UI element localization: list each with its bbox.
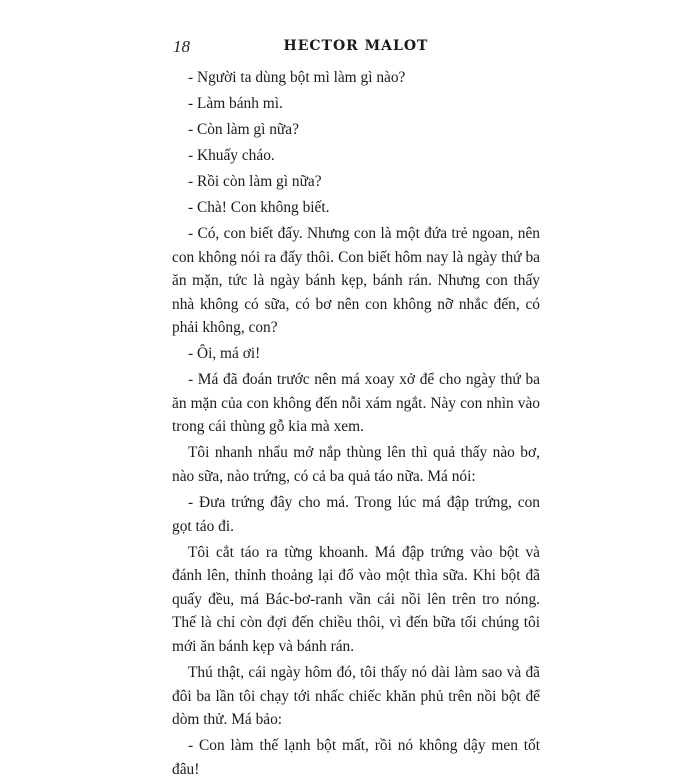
paragraph-dialogue: - Ôi, má ơi!: [188, 345, 261, 363]
paragraph-dialogue: - Có, con biết đấy. Nhưng con là một đứa trẻ ngoan, nên con không nói ra đấy thôi. Con biết hôm nay là ngày thứ ba ăn mặn, tức là ngày bánh kẹp, bánh rán. Nhưng con thấy nhà không có sữa, có bơ nên con không nỡ nhắc đến, có phải không, con?: [172, 224, 540, 337]
paragraph-dialogue: - Khuấy cháo.: [188, 146, 275, 164]
paragraph-narration: Tôi nhanh nhẩu mở nắp thùng lên thì quả thấy nào bơ, nào sữa, nào trứng, có cả ba quả táo nữa. Má nói:: [172, 444, 540, 486]
paragraph-dialogue: - Rồi còn làm gì nữa?: [188, 172, 322, 190]
paragraph-dialogue: - Chà! Con không biết.: [188, 198, 330, 216]
paragraph-dialogue: - Làm bánh mì.: [188, 94, 283, 112]
paragraph-dialogue: - Con làm thế lạnh bột mất, rồi nó không dậy men tốt đâu!: [172, 737, 540, 778]
body-text: [172, 66, 540, 784]
paragraph-dialogue: - Má đã đoán trước nên má xoay xở để cho ngày thứ ba ăn mặn của con không đến nỗi xám ngắt. Này con nhìn vào trong cái thùng gỗ kia mà xem.: [172, 371, 540, 436]
paragraph-dialogue: - Còn làm gì nữa?: [188, 120, 299, 138]
page-number: 18: [173, 37, 190, 56]
paragraph-dialogue: - Đưa trứng đây cho má. Trong lúc má đập trứng, con gọt táo đi.: [172, 494, 540, 535]
page-header: [173, 37, 539, 59]
paragraph-dialogue: - Người ta dùng bột mì làm gì nào?: [188, 69, 406, 86]
running-title: HECTOR MALOT: [283, 38, 429, 54]
paragraph-narration: Tôi cắt táo ra từng khoanh. Má đập trứng vào bột và đánh lên, thỉnh thoảng lại đổ vào một thìa sữa. Khi bột đã quấy đều, má Bác-bơ-ranh vần cái nồi lên trên tro nóng. Thế là chỉ còn đợi đến chiều thôi, vì đến bữa tối chúng tôi mới ăn bánh kẹp và bánh rán.: [172, 543, 540, 655]
paragraph-narration: Thú thật, cái ngày hôm đó, tôi thấy nó dài làm sao và đã đôi ba lần tôi chạy tới nhấc chiếc khăn phủ trên nồi bột để dòm thử. Má bảo:: [172, 663, 540, 729]
